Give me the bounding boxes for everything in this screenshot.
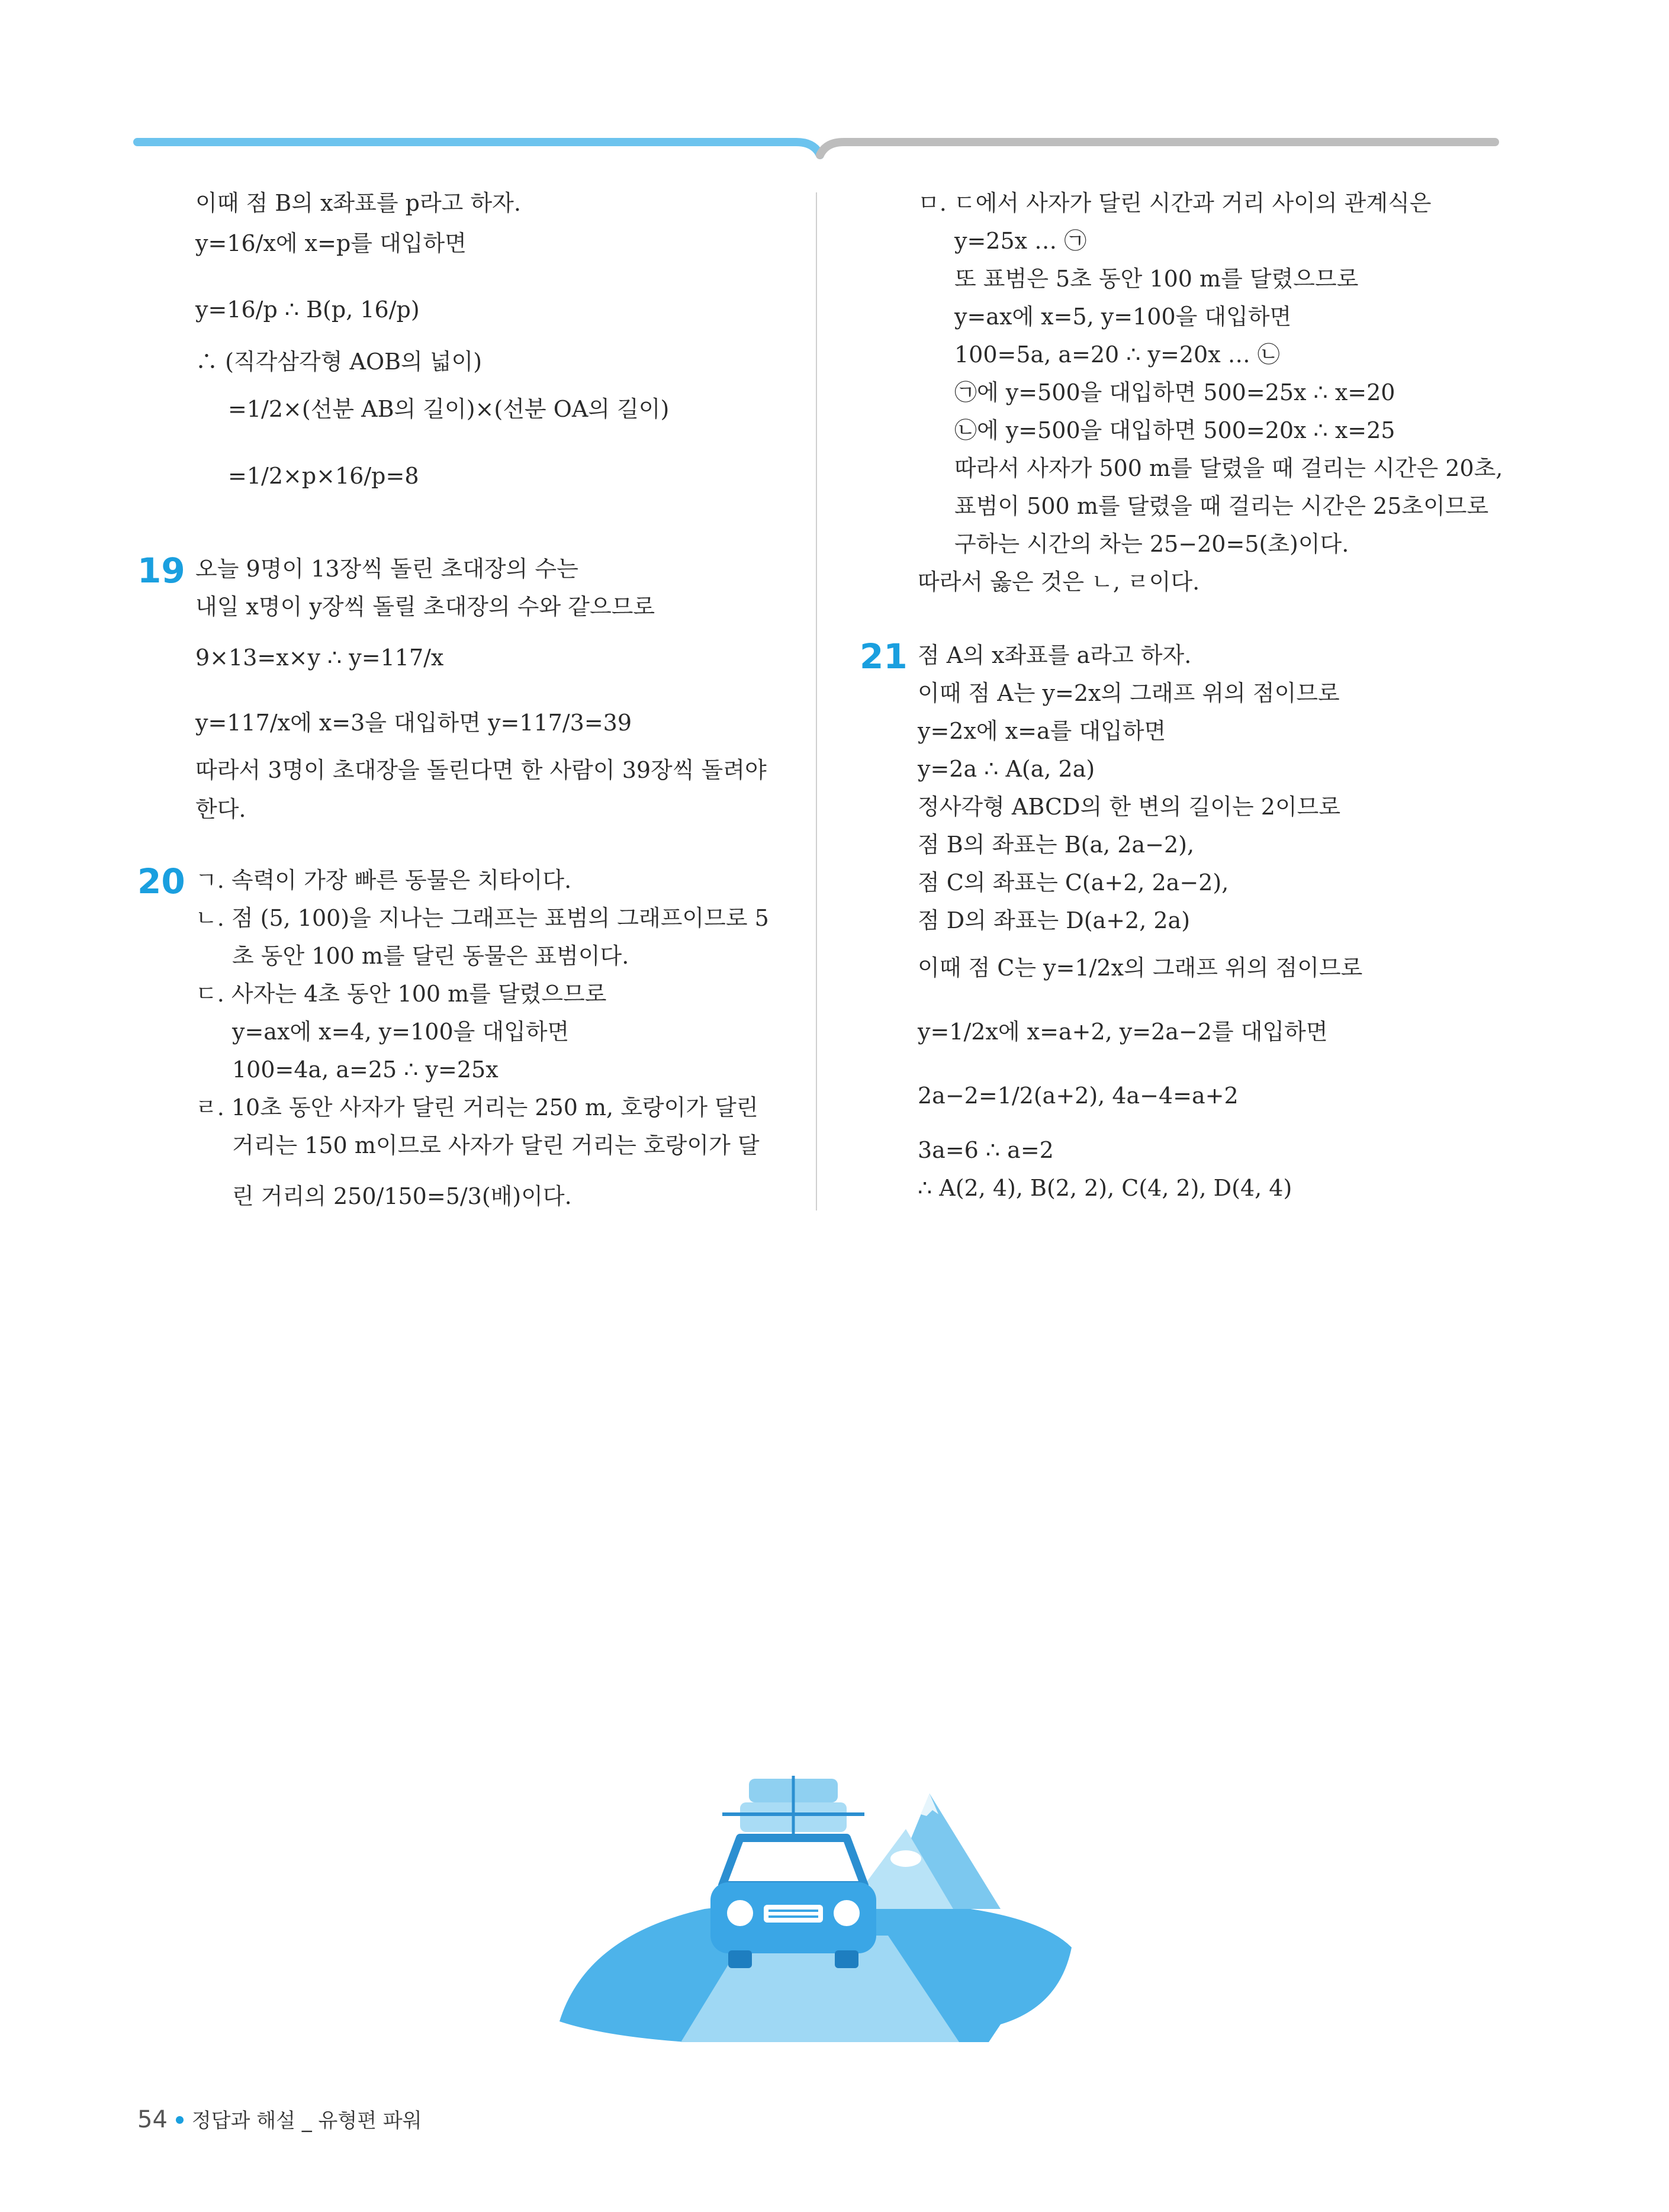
text-line: 점 D의 좌표는 D(a+2, 2a)	[918, 907, 1191, 933]
text-line: 따라서 옳은 것은 ㄴ, ㄹ이다.	[918, 569, 1200, 595]
text-line: 9×13=x×y ∴ y=117/x	[195, 645, 444, 671]
header-tab-bar	[0, 0, 1669, 178]
text-line: =1/2×(선분 AB의 길이)×(선분 OA의 길이)	[228, 396, 670, 422]
text-line: 표범이 500 m를 달렸을 때 걸리는 시간은 25초이므로	[954, 493, 1489, 519]
car-grille	[764, 1905, 823, 1923]
footer-dot-icon	[176, 2116, 184, 2124]
text-line: 초 동안 100 m를 달린 동물은 표범이다.	[232, 943, 629, 969]
problem-number-19: 19	[137, 550, 185, 591]
text-line: 또 표범은 5초 동안 100 m를 달렸으므로	[954, 266, 1359, 292]
problem-number-21: 21	[860, 636, 908, 677]
text-line: ㄷ. 사자는 4초 동안 100 m를 달렸으므로	[195, 981, 607, 1007]
text-line: ㅁ. ㄷ에서 사자가 달린 시간과 거리 사이의 관계식은	[918, 190, 1432, 216]
text-line: 100=4a, a=25 ∴ y=25x	[232, 1057, 499, 1083]
text-line: 이때 점 C는 y=1/2x의 그래프 위의 점이므로	[918, 955, 1363, 981]
text-line: y=25x … ㉠	[954, 228, 1087, 254]
text-line: 거리는 150 m이므로 사자가 달린 거리는 호랑이가 달	[232, 1132, 760, 1158]
text-line: 린 거리의 250/150=5/3(배)이다.	[232, 1183, 572, 1209]
text-line: =1/2×p×16/p=8	[228, 463, 419, 489]
text-line: 따라서 사자가 500 m를 달렸을 때 걸리는 시간은 20초,	[954, 455, 1503, 481]
text-line: 이때 점 A는 y=2x의 그래프 위의 점이므로	[918, 680, 1340, 706]
text-line: ∴ A(2, 4), B(2, 2), C(4, 2), D(4, 4)	[918, 1175, 1292, 1201]
text-line: 3a=6 ∴ a=2	[918, 1137, 1054, 1163]
header-gray-stroke	[820, 142, 1495, 155]
text-line: y=2x에 x=a를 대입하면	[918, 718, 1166, 744]
text-line: 한다.	[195, 796, 246, 822]
sparkle-icon: + +	[654, 1884, 690, 1905]
text-line: ㉠에 y=500을 대입하면 500=25x ∴ x=20	[954, 379, 1395, 405]
car-wheel-left	[728, 1950, 752, 1968]
text-line: ∴ (직각삼각형 AOB의 넓이)	[195, 349, 483, 375]
text-line: 구하는 시간의 차는 25−20=5(초)이다.	[954, 531, 1349, 557]
page-footer	[137, 2104, 422, 2133]
text-line: y=16/p ∴ B(p, 16/p)	[195, 297, 420, 323]
text-line: ㄴ. 점 (5, 100)을 지나는 그래프는 표범의 그래프이므로 5	[195, 905, 769, 931]
header-blue-stroke	[137, 142, 820, 155]
text-line: 정사각형 ABCD의 한 변의 길이는 2이므로	[918, 794, 1341, 820]
footer-title: 정답과 해설 _ 유형편 파워	[191, 2109, 422, 2133]
text-line: 이때 점 B의 x좌표를 p라고 하자.	[195, 190, 521, 216]
text-line: 점 C의 좌표는 C(a+2, 2a−2),	[918, 870, 1229, 896]
sparkle-icon: +	[663, 1901, 677, 1921]
text-line: ㄹ. 10초 동안 사자가 달린 거리는 250 m, 호랑이가 달린	[195, 1094, 758, 1121]
text-line: y=1/2x에 x=a+2, y=2a−2를 대입하면	[918, 1019, 1328, 1045]
text-line: 100=5a, a=20 ∴ y=20x … ㉡	[954, 342, 1280, 368]
column-divider	[816, 192, 817, 1210]
page-number: 54	[137, 2106, 168, 2133]
text-line: 2a−2=1/2(a+2), 4a−4=a+2	[918, 1083, 1239, 1109]
text-line: y=ax에 x=4, y=100을 대입하면	[232, 1019, 570, 1045]
text-line: y=2a ∴ A(a, 2a)	[918, 756, 1095, 782]
car-wheel-right	[835, 1950, 858, 1968]
text-line: ㄱ. 속력이 가장 빠른 동물은 치타이다.	[195, 867, 572, 893]
text-line: 오늘 9명이 13장씩 돌린 초대장의 수는	[195, 556, 578, 582]
car-headlight-left	[727, 1900, 753, 1926]
text-line: y=117/x에 x=3을 대입하면 y=117/3=39	[195, 710, 632, 736]
text-line: 따라서 3명이 초대장을 돌린다면 한 사람이 39장씩 돌려야	[195, 757, 767, 783]
text-line: ㉡에 y=500을 대입하면 500=20x ∴ x=25	[954, 417, 1395, 443]
problem-number-20: 20	[137, 861, 185, 901]
text-line: y=16/x에 x=p를 대입하면	[195, 230, 467, 256]
text-line: y=ax에 x=5, y=100을 대입하면	[954, 304, 1292, 330]
text-line: 내일 x명이 y장씩 돌릴 초대장의 수와 같으므로	[195, 594, 655, 620]
car-illustration	[551, 1758, 1083, 2042]
text-line: 점 A의 x좌표를 a라고 하자.	[918, 642, 1192, 668]
cloud-shape	[890, 1850, 921, 1867]
car-cabin	[722, 1838, 864, 1885]
car-headlight-right	[834, 1900, 860, 1926]
text-line: 점 B의 좌표는 B(a, 2a−2),	[918, 832, 1195, 858]
